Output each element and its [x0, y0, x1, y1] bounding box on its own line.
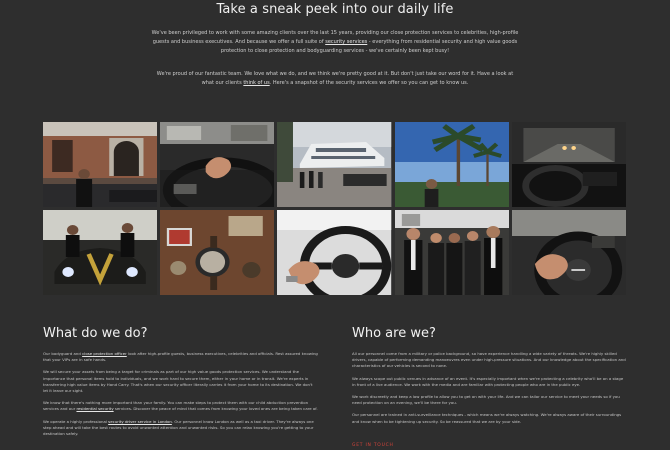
residential-security-link[interactable]: residential security [76, 406, 114, 412]
gallery-photo-security-team-group[interactable] [395, 210, 509, 295]
what-we-do-heading: What do we do? [43, 326, 148, 341]
what-we-do-section [43, 326, 318, 443]
close-protection-officer-link[interactable]: close protection officer [82, 351, 127, 356]
what-we-do-paragraph: We will secure your assets from being a target for criminals as part of our high value goods protection services. We understand the importance that personal items hold to individuals, and we work hard to secure them, either in your home or in transit. We're experts in transferring high value items by Hand Carry. That's when our security officer literally carries it from your home to its destination. We don't let it leave our sight. [43, 369, 313, 394]
gallery-photo-bodyguard-outside-building[interactable] [43, 122, 157, 207]
what-4-text-b: . Our personnel know London as well as a taxi driver. They're always one step ahead and will take the best routes to avoid unwanted attention and unwanted risks. So you can relax knowing you're getting to your destination safely. [43, 418, 314, 437]
gallery-photo-driver-hand-on-steering-wheel[interactable] [160, 122, 274, 207]
gallery-photo-palm-trees-waterfront[interactable] [395, 122, 509, 207]
what-4-text-a: We operate a highly professional [43, 418, 109, 424]
who-are-we-paragraph: We always scope out public venues in advance of an event. It's especially important when we're protecting a celebrity who'll be on a stage in front of a live audience. We work with the media and are familiar with protecting people who are in the public eye. [352, 375, 624, 387]
intro-1-text-b: - everything from residential security and high value goods protection to close protection and bodyguarding services - we've certainly been kept busy! [220, 39, 518, 55]
what-3-text-a: We know that there's nothing more important than your family. You can make steps to protect them with our child abduction prevention services and our [43, 400, 309, 412]
who-are-we-paragraph: Our personnel are trained in anti-surveillance techniques - which means we're always watching. We're always aware of their surroundings and know when to be tightening up security. So be reassured that we are by your side. [352, 412, 622, 424]
security-services-link[interactable]: security services [325, 39, 368, 46]
who-are-we-paragraph: We work discreetly and keep a low profile to allow you to get on with your life. And we can tailor our service to meet your needs so if you need protection on an evening, we'll be there for you. [352, 394, 620, 406]
gallery-photo-supercar-with-bodyguards[interactable] [43, 210, 157, 295]
who-are-we-section [352, 326, 627, 450]
intro-paragraph-2 [150, 70, 520, 88]
what-1-text-a: Our bodyguard and [43, 351, 83, 356]
gallery-photo-car-interior-wheel[interactable] [277, 210, 391, 295]
page-title: Take a sneak peek into our daily life [216, 2, 454, 17]
what-3-text-b: services. Discover the peace of mind that comes from knowing your loved ones are being taken care of. [113, 406, 318, 412]
get-in-touch-link[interactable]: GET IN TOUCH [352, 442, 394, 448]
security-driver-link[interactable]: security driver service in London [108, 418, 172, 424]
gallery-photo-luxury-watches-display[interactable] [160, 210, 274, 295]
intro-2-text-a: We're proud of our fantastic team. We love what we do, and we think we're pretty good at it. But don't just take our word for it. Have a look at what our clients [156, 71, 514, 87]
what-we-do-paragraph [43, 419, 318, 438]
intro-2-text-b: . Here's a snapshot of the security services we offer so you can get to know us. [269, 80, 469, 87]
gallery-photo-bentley-steering-wheel[interactable] [512, 210, 626, 295]
what-we-do-paragraph [43, 400, 318, 412]
gallery-photo-night-road-from-car[interactable] [512, 122, 626, 207]
what-1-text-b: look after high-profile guests, business executives, celebrities and officials. Rest assured knowing that your VIPs are in safe hands. [43, 351, 318, 363]
what-we-do-paragraph [43, 351, 318, 363]
intro-1-text-a: We've been privileged to work with some amazing clients over the last 15 years, providing our close protection services to celebrities, high-profile guests and business executives. And because we offer a full suite of [151, 30, 519, 46]
gallery-photo-superyacht-marina-walk[interactable] [277, 122, 391, 207]
intro-paragraph-1 [150, 29, 520, 57]
think-of-us-link[interactable]: think of us [243, 80, 270, 87]
who-are-we-paragraph: All our personnel come from a military or police background, so have experience handling a wide variety of threats. We're highly skilled drivers, capable of performing demanding manoeuvres even under high-pressure situations. And our knowledge about the specification and characteristics of our vehicles is second to none. [352, 351, 626, 369]
photo-gallery [43, 122, 626, 296]
who-are-we-heading: Who are we? [352, 326, 436, 341]
